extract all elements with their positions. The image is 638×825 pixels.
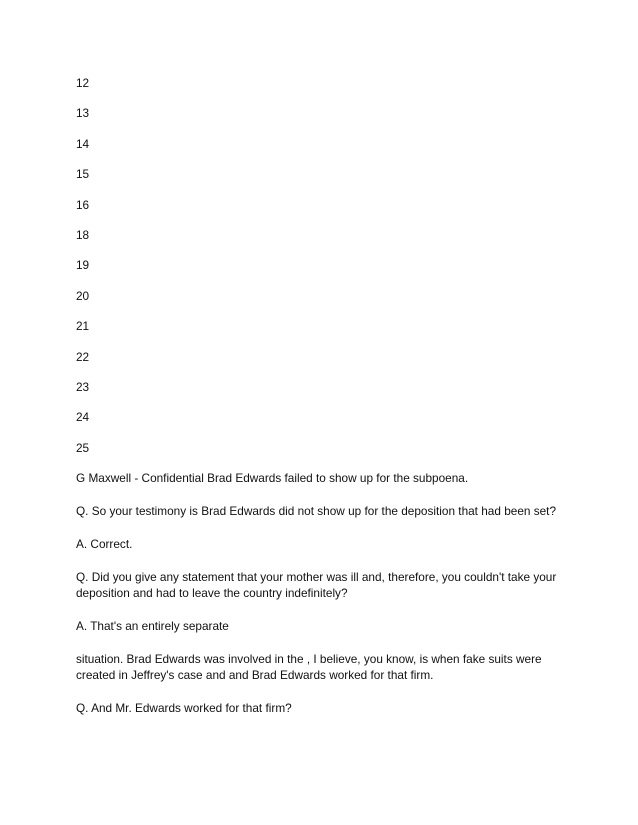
transcript-answer: A. That's an entirely separate <box>76 619 229 633</box>
transcript-paragraph: G Maxwell - Confidential Brad Edwards failed to show up for the subpoena. <box>76 471 469 485</box>
transcript-body <box>76 470 564 733</box>
line-number: 19 <box>76 258 90 273</box>
line-number: 22 <box>76 349 90 364</box>
line-number: 23 <box>76 379 90 394</box>
line-number: 18 <box>76 227 90 242</box>
line-number: 20 <box>76 288 90 303</box>
line-number: 13 <box>76 106 90 121</box>
line-number: 12 <box>76 76 90 90</box>
line-number: 21 <box>76 319 90 334</box>
line-number: 14 <box>76 136 90 151</box>
transcript-answer: A. Correct. <box>76 537 133 551</box>
line-number: 25 <box>76 440 90 455</box>
line-number: 24 <box>76 410 90 425</box>
transcript-paragraph: situation. Brad Edwards was involved in the , I believe, you know, is when fake suits were created in Jeffrey's case and and Brad Edwards worked for that firm. <box>76 652 542 682</box>
transcript-question: Q. And Mr. Edwards worked for that firm? <box>76 701 292 715</box>
transcript-question: Q. So your testimony is Brad Edwards did not show up for the deposition that had been set? <box>76 504 557 518</box>
transcript-question: Q. Did you give any statement that your mother was ill and, therefore, you couldn't take your deposition and had to leave the country indefinitely? <box>76 570 557 600</box>
line-number-column <box>76 76 89 471</box>
line-number: 16 <box>76 197 90 212</box>
line-number: 15 <box>76 167 90 182</box>
